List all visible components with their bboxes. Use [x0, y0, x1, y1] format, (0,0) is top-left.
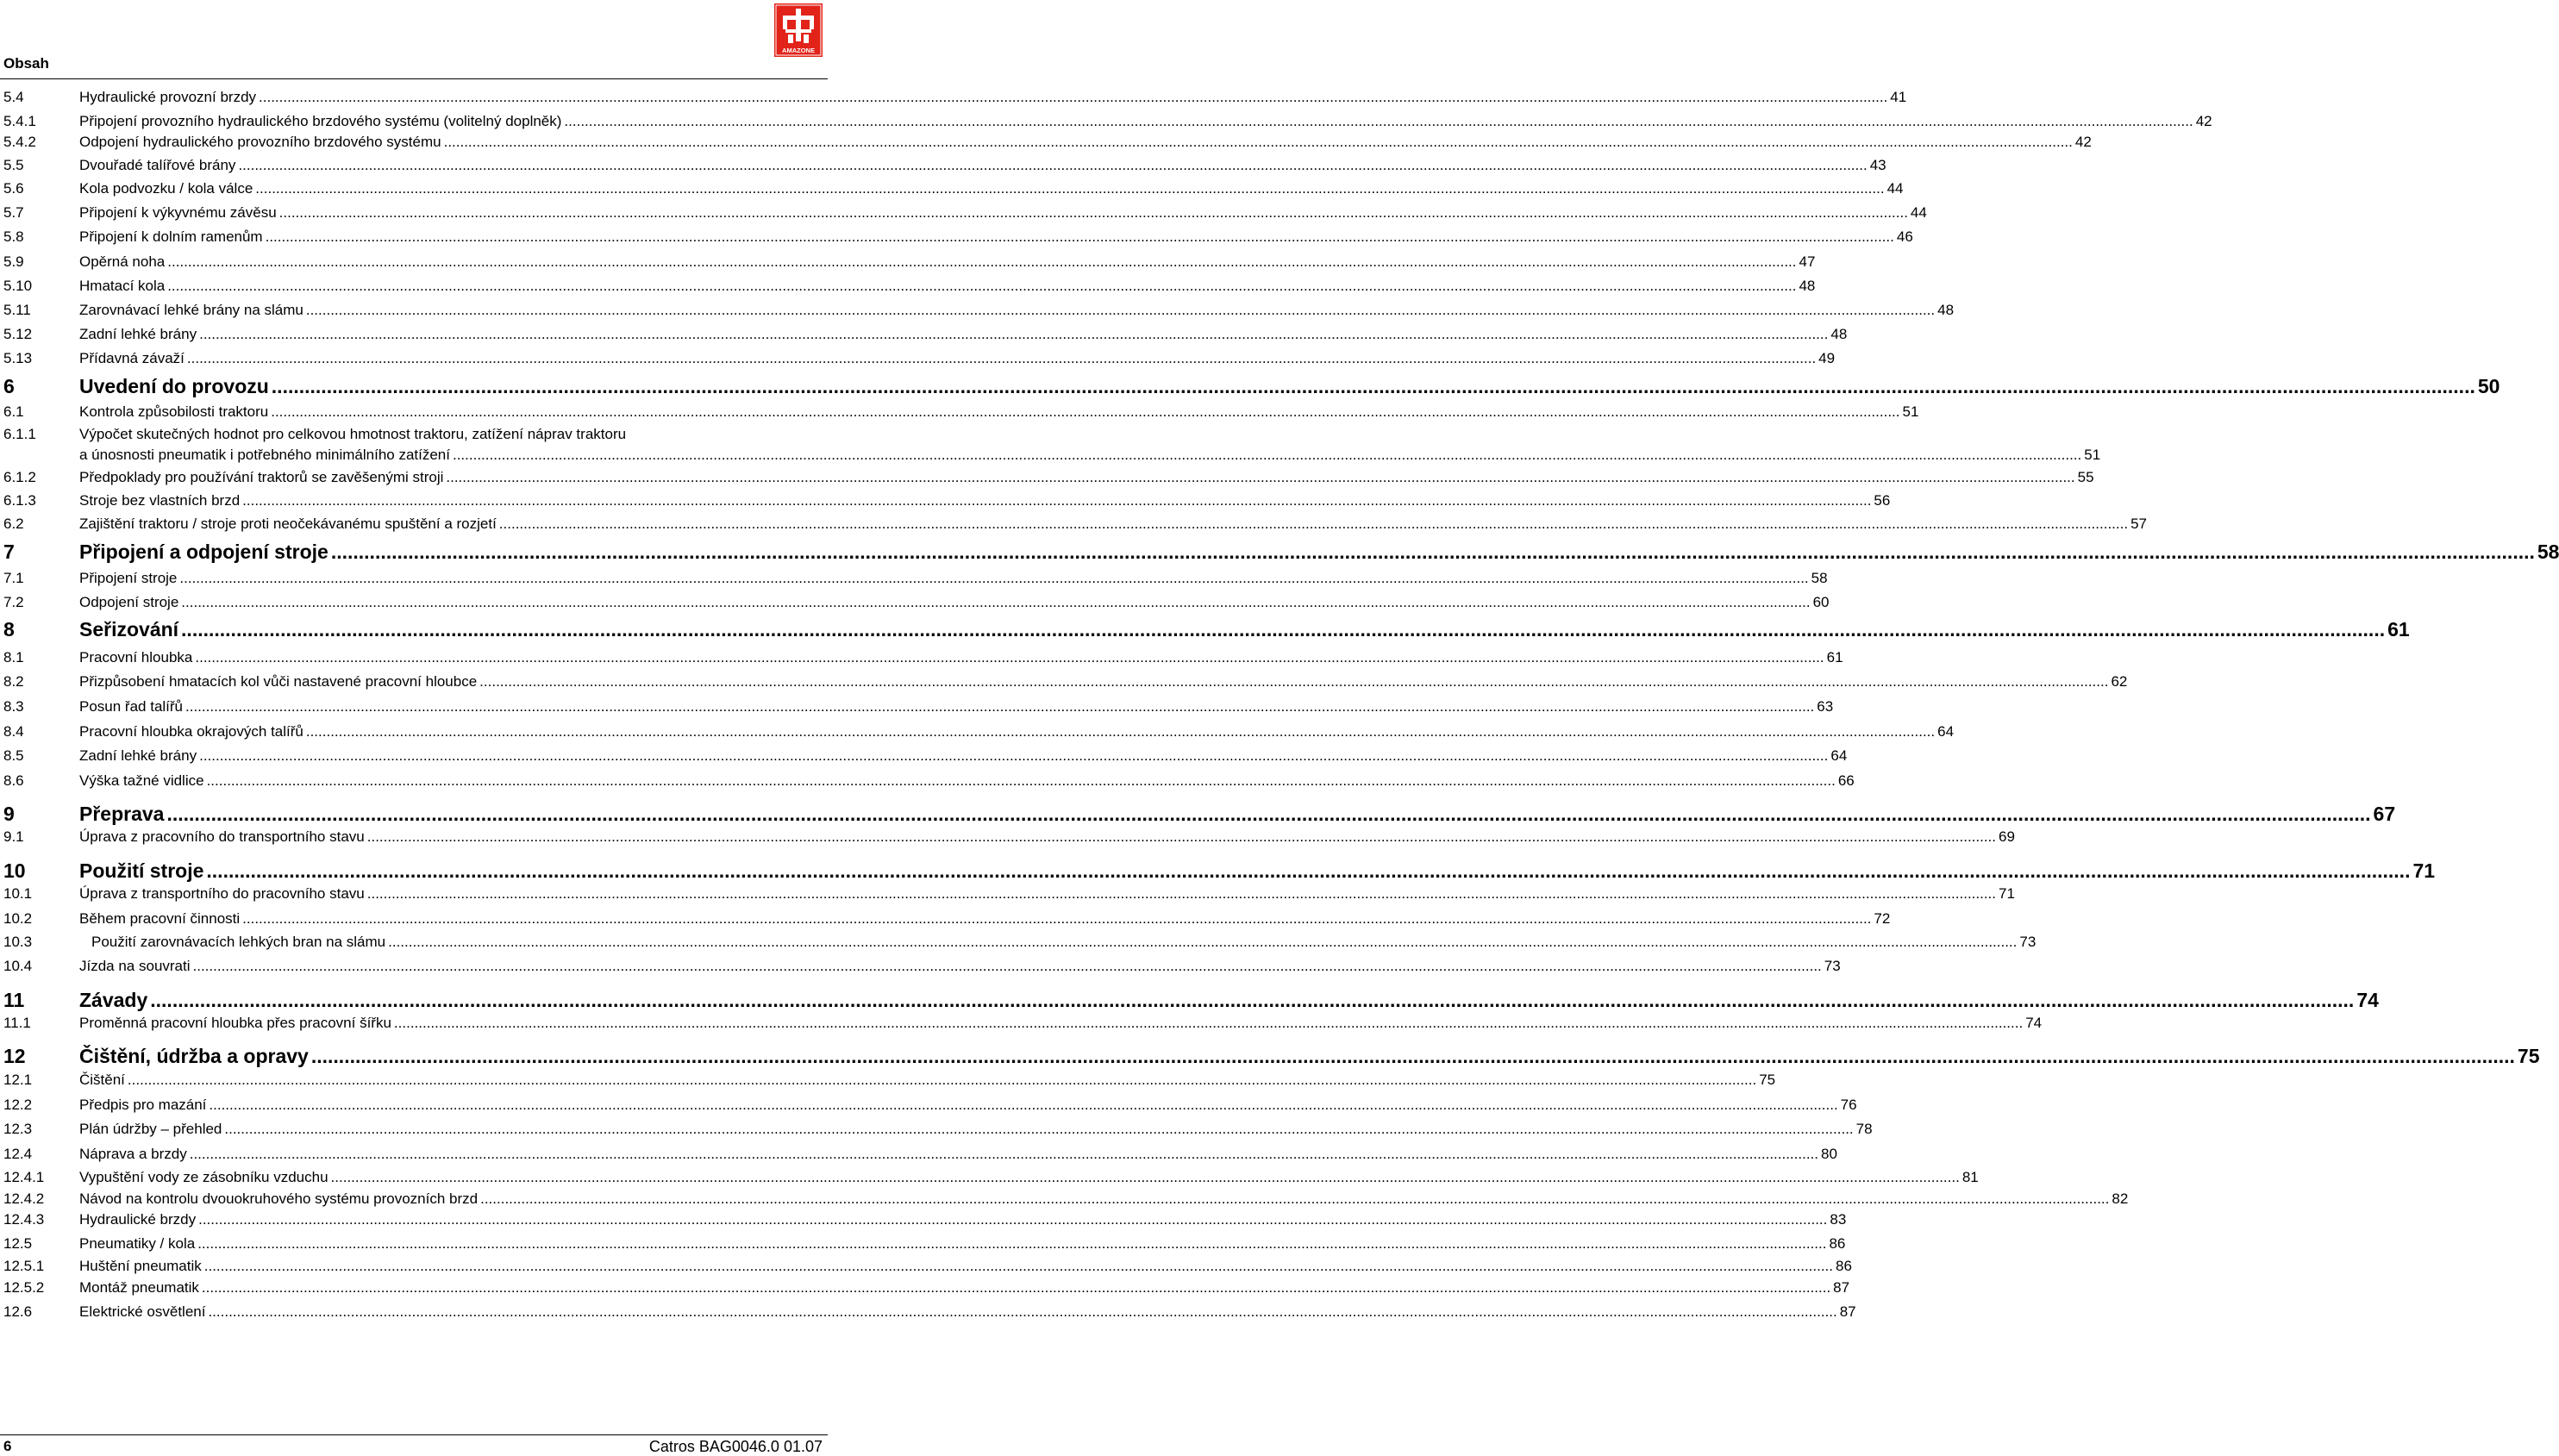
toc-leader-dots: ................................................................................................................................................................................................................................................................................................................................................................................................................: [255, 180, 1885, 197]
toc-entry-title: Předpoklady pro používání traktorů se zavěšenými stroji: [79, 469, 444, 485]
toc-entry-title: Stroje bez vlastních brzd: [79, 492, 241, 509]
toc-entry-title: Hydraulické provozní brzdy: [79, 89, 257, 105]
toc-entry-number: 7.2: [3, 594, 24, 610]
toc-entry-line: [79, 1097, 1857, 1114]
toc-page-number: 83: [1830, 1211, 1847, 1228]
toc-leader-dots: ................................................................................................................................................................................................................................................................................................................................................................................................................: [265, 228, 1894, 245]
toc-entry-number: 12.3: [3, 1121, 33, 1137]
toc-entry-title: Předpis pro mazání: [79, 1097, 207, 1113]
toc-entry-line: [79, 1146, 1837, 1163]
toc-page-number: 43: [1869, 157, 1886, 173]
toc-entry-number: 10.3: [3, 934, 33, 950]
toc-entry-line: [79, 958, 1841, 975]
toc-entry-line: [79, 910, 1891, 928]
toc-page-number: 51: [1902, 403, 1919, 420]
footer-divider: [0, 1434, 828, 1435]
toc-entry-number: 10.2: [3, 910, 33, 927]
toc-page-number: 66: [1837, 772, 1855, 789]
toc-entry-number: 5.12: [3, 326, 33, 342]
toc-entry-title: Připojení provozního hydraulického brzdového systému (volitelný doplněk): [79, 113, 562, 129]
toc-page-number: 71: [2412, 859, 2436, 882]
toc-entry-number: 7: [3, 541, 15, 563]
toc-entry-line: [79, 113, 2212, 130]
toc-entry-line: [79, 134, 2092, 151]
toc-entry-title: Montáž pneumatik: [79, 1279, 199, 1296]
toc-entry-title: Návod na kontrolu dvouokruhového systému provozních brzd: [79, 1190, 479, 1207]
toc-entry-line: [79, 1258, 1852, 1275]
toc-leader-dots: ................................................................................................................................................................................................................................................................................................................................................................................................................: [330, 541, 2535, 563]
toc-leader-dots: ................................................................................................................................................................................................................................................................................................................................................................................................................: [242, 910, 1872, 927]
toc-entry-line: [79, 492, 1891, 509]
toc-entry-number: 12.2: [3, 1097, 33, 1113]
toc-entry-number: 6.1: [3, 403, 24, 420]
toc-entry-line: [79, 375, 2500, 398]
toc-leader-dots: ................................................................................................................................................................................................................................................................................................................................................................................................................: [166, 803, 2371, 825]
toc-entry-number: 8.6: [3, 772, 24, 789]
toc-entry-title: Výpočet skutečných hodnot pro celkovou hmotnost traktoru, zatížení náprav traktoru: [79, 426, 627, 442]
toc-page-number: 55: [2077, 469, 2094, 485]
toc-entry-number: 8: [3, 618, 15, 641]
toc-entry-number: 8.5: [3, 747, 24, 764]
toc-entry-title: Úprava z transportního do pracovního stavu: [79, 885, 365, 902]
toc-entry-number: 12.4: [3, 1146, 33, 1162]
toc-entry-line: [79, 204, 1927, 222]
toc-entry-line: [79, 989, 2379, 1012]
toc-entry-number: 10: [3, 859, 26, 882]
toc-entry-title: Pneumatiky / kola: [79, 1235, 196, 1252]
toc-page-number: 56: [1874, 492, 1891, 509]
toc-entry-number: 6.1.2: [3, 469, 36, 485]
toc-entry-number: 8.4: [3, 723, 24, 740]
toc-entry-title: Vypuštění vody ze zásobníku vzduchu: [79, 1169, 328, 1185]
toc-leader-dots: ................................................................................................................................................................................................................................................................................................................................................................................................................: [181, 594, 1811, 610]
toc-entry-line: [79, 859, 2436, 883]
toc-leader-dots: ................................................................................................................................................................................................................................................................................................................................................................................................................: [127, 1072, 1757, 1088]
toc-entry-line: [79, 570, 1828, 587]
toc-entry-line: [79, 1169, 1979, 1186]
toc-entry-number: 6.1.3: [3, 492, 36, 509]
toc-entry-number: 5.10: [3, 278, 33, 294]
toc-entry-title: Odpojení stroje: [79, 594, 179, 610]
toc-page-number: 48: [1830, 326, 1848, 342]
toc-entry-line: [79, 447, 2101, 464]
toc-entry-number: 5.9: [3, 253, 24, 270]
toc-page-number: 60: [1812, 594, 1830, 610]
toc-entry-title: Náprava a brzdy: [79, 1146, 187, 1162]
footer-page-number: 6: [3, 1438, 12, 1454]
toc-leader-dots: ................................................................................................................................................................................................................................................................................................................................................................................................................: [195, 649, 1824, 666]
toc-entry-title: Přídavná závaží: [79, 350, 185, 366]
toc-leader-dots: ................................................................................................................................................................................................................................................................................................................................................................................................................: [179, 570, 1809, 586]
toc-leader-dots: ................................................................................................................................................................................................................................................................................................................................................................................................................: [199, 326, 1829, 342]
toc-entry-line: [79, 278, 1816, 295]
toc-page-number: 67: [2373, 803, 2396, 825]
toc-entry-line: [79, 302, 1955, 319]
toc-entry-line: [79, 541, 2559, 564]
toc-entry-number: 7.1: [3, 570, 24, 586]
toc-leader-dots: ................................................................................................................................................................................................................................................................................................................................................................................................................: [198, 1211, 1828, 1228]
toc-entry-number: 12.5: [3, 1235, 33, 1252]
toc-entry-title: Závady: [79, 989, 148, 1011]
toc-entry-line: [79, 157, 1886, 174]
toc-entry-number: 5.4: [3, 89, 24, 105]
toc-page-number: 47: [1799, 253, 1816, 270]
toc-page-number: 74: [2025, 1015, 2043, 1031]
toc-entry-title: Přeprava: [79, 803, 165, 825]
toc-entry-number: 5.11: [3, 302, 31, 318]
toc-entry-line: [79, 1279, 1850, 1297]
toc-entry-title: Přizpůsobení hmatacích kol vůči nastavené pracovní hloubce: [79, 673, 478, 690]
toc-entry-line: [79, 1211, 1847, 1228]
toc-entry-line: [79, 253, 1816, 271]
toc-page-number: 62: [2111, 673, 2128, 690]
toc-entry-title: Zadní lehké brány: [79, 326, 197, 342]
toc-leader-dots: ................................................................................................................................................................................................................................................................................................................................................................................................................: [209, 1097, 1838, 1113]
toc-leader-dots: ................................................................................................................................................................................................................................................................................................................................................................................................................: [271, 375, 2475, 397]
toc-page-number: 58: [2537, 541, 2559, 563]
toc-entry-title: Připojení k výkyvnému závěsu: [79, 204, 277, 221]
toc-entry-line: [79, 618, 2410, 641]
toc-page-number: 58: [1811, 570, 1828, 586]
toc-entry-title: Proměnná pracovní hloubka přes pracovní šířku: [79, 1015, 391, 1031]
toc-page-number: 51: [2084, 447, 2101, 463]
toc-entry-number: 5.7: [3, 204, 24, 221]
toc-entry-title: Zadní lehké brány: [79, 747, 197, 764]
toc-entry-title: Kola podvozku / kola válce: [79, 180, 253, 197]
toc-leader-dots: ................................................................................................................................................................................................................................................................................................................................................................................................................: [150, 989, 2355, 1011]
toc-entry-title: Opěrná noha: [79, 253, 166, 270]
toc-entry-line: [79, 326, 1848, 343]
toc-entry-line: [79, 350, 1836, 367]
toc-entry-line: [79, 426, 824, 443]
toc-page-number: 49: [1818, 350, 1836, 366]
toc-entry-title: Připojení a odpojení stroje: [79, 541, 328, 563]
toc-entry-title: Pracovní hloubka: [79, 649, 193, 666]
toc-entry-number: 5.4.1: [3, 113, 36, 129]
toc-entry-line: [79, 228, 1913, 246]
toc-entry-line: [79, 885, 2015, 903]
toc-entry-number: 9.1: [3, 828, 24, 845]
toc-entry-title: Zajištění traktoru / stroje proti neočekávanému spuštění a rozjetí: [79, 516, 497, 532]
toc-entry-title: Pracovní hloubka okrajových talířů: [79, 723, 303, 740]
toc-page-number: 63: [1817, 698, 1834, 715]
toc-page-number: 76: [1840, 1097, 1857, 1113]
toc-entry-title: Hmatací kola: [79, 278, 166, 294]
toc-page-number: 61: [1826, 649, 1843, 666]
toc-page-number: 87: [1839, 1303, 1856, 1320]
toc-leader-dots: ................................................................................................................................................................................................................................................................................................................................................................................................................: [393, 1015, 2024, 1031]
toc-entry-title: Hydraulické brzdy: [79, 1211, 197, 1228]
toc-leader-dots: ................................................................................................................................................................................................................................................................................................................................................................................................................: [446, 469, 2075, 485]
toc-entry-line: [79, 1121, 1873, 1138]
toc-entry-title: Odpojení hydraulického provozního brzdového systému: [79, 134, 441, 150]
toc-entry-title: Čištění: [79, 1072, 125, 1088]
toc-entry-number: 12.1: [3, 1072, 33, 1088]
toc-leader-dots: ................................................................................................................................................................................................................................................................................................................................................................................................................: [242, 492, 1872, 509]
toc-page-number: 42: [2074, 134, 2092, 150]
toc-leader-dots: ................................................................................................................................................................................................................................................................................................................................................................................................................: [199, 747, 1829, 764]
toc-entry-title: Připojení stroje: [79, 570, 178, 586]
toc-entry-number: 5.8: [3, 228, 24, 245]
toc-entry-title: Huštění pneumatik: [79, 1258, 202, 1274]
page-title: Obsah: [3, 55, 49, 72]
toc-page-number: 74: [2356, 989, 2379, 1011]
toc-leader-dots: ................................................................................................................................................................................................................................................................................................................................................................................................................: [206, 772, 1836, 789]
toc-page-number: 78: [1855, 1121, 1873, 1137]
toc-entry-line: [79, 180, 1904, 197]
toc-entry-number: 8.1: [3, 649, 24, 666]
toc-entry-line: [79, 698, 1834, 716]
toc-entry-title: Seřizování: [79, 618, 179, 641]
toc-entry-line: [79, 403, 1919, 421]
toc-entry-title: Jízda na souvrati: [79, 958, 191, 974]
toc-leader-dots: ................................................................................................................................................................................................................................................................................................................................................................................................................: [305, 723, 1936, 740]
toc-entry-title: Výška tažné vidlice: [79, 772, 204, 789]
toc-leader-dots: ................................................................................................................................................................................................................................................................................................................................................................................................................: [498, 516, 2129, 532]
toc-leader-dots: ................................................................................................................................................................................................................................................................................................................................................................................................................: [167, 278, 1797, 294]
toc-leader-dots: ................................................................................................................................................................................................................................................................................................................................................................................................................: [201, 1279, 1831, 1296]
toc-page-number: 69: [1999, 828, 2015, 845]
toc-leader-dots: ................................................................................................................................................................................................................................................................................................................................................................................................................: [206, 859, 2411, 882]
toc-entry-title: Dvouřadé talířové brány: [79, 157, 236, 173]
toc-entry-number: 12.4.2: [3, 1190, 45, 1207]
toc-leader-dots: ................................................................................................................................................................................................................................................................................................................................................................................................................: [208, 1303, 1837, 1320]
toc-entry-title: Zarovnávací lehké brány na slámu: [79, 302, 303, 318]
toc-entry-number: 12.6: [3, 1303, 33, 1320]
toc-page-number: 44: [1910, 204, 1927, 221]
toc-entry-title: Čištění, údržba a opravy: [79, 1045, 309, 1067]
toc-entry-number: 5.4.2: [3, 134, 36, 150]
svg-text:AMAZONE: AMAZONE: [782, 47, 815, 54]
toc-entry-number: 12.5.1: [3, 1258, 45, 1274]
toc-entry-number: 12.5.2: [3, 1279, 45, 1296]
toc-entry-number: 12.4.1: [3, 1169, 45, 1185]
toc-entry-number: 8.3: [3, 698, 24, 715]
toc-entry-line: [79, 828, 2015, 846]
toc-entry-number: 6: [3, 375, 15, 397]
toc-entry-number: 9: [3, 803, 15, 825]
toc-leader-dots: ................................................................................................................................................................................................................................................................................................................................................................................................................: [192, 958, 1822, 974]
toc-leader-dots: ................................................................................................................................................................................................................................................................................................................................................................................................................: [271, 403, 1900, 420]
toc-leader-dots: ................................................................................................................................................................................................................................................................................................................................................................................................................: [330, 1169, 1960, 1185]
toc-entry-title: Během pracovní činnosti: [79, 910, 241, 927]
toc-page-number: 64: [1830, 747, 1848, 764]
toc-page-number: 73: [2019, 934, 2037, 950]
toc-leader-dots: ................................................................................................................................................................................................................................................................................................................................................................................................................: [189, 1146, 1818, 1162]
toc-page-number: 44: [1886, 180, 1904, 197]
toc-entry-title: Úprava z pracovního do transportního stavu: [79, 828, 365, 845]
toc-page-number: 75: [1759, 1072, 1776, 1088]
toc-page-number: 75: [2517, 1045, 2540, 1067]
toc-leader-dots: ................................................................................................................................................................................................................................................................................................................................................................................................................: [259, 89, 1888, 105]
toc-entry-number: 10.4: [3, 958, 33, 974]
toc-leader-dots: ................................................................................................................................................................................................................................................................................................................................................................................................................: [203, 1258, 1834, 1274]
toc-page-number: 48: [1799, 278, 1816, 294]
toc-entry-number: 5.13: [3, 350, 33, 366]
toc-entry-title: Uvedení do provozu: [79, 375, 269, 397]
toc-entry-number: 5.6: [3, 180, 24, 197]
toc-entry-line: [79, 594, 1830, 611]
toc-leader-dots: ................................................................................................................................................................................................................................................................................................................................................................................................................: [167, 253, 1797, 270]
toc-leader-dots: ................................................................................................................................................................................................................................................................................................................................................................................................................: [224, 1121, 1854, 1137]
toc-page-number: 87: [1833, 1279, 1850, 1296]
toc-leader-dots: ................................................................................................................................................................................................................................................................................................................................................................................................................: [443, 134, 2073, 150]
toc-entry-line: [79, 1045, 2540, 1068]
toc-entry-line: [79, 1015, 2043, 1032]
toc-entry-line: [79, 723, 1955, 740]
toc-leader-dots: ................................................................................................................................................................................................................................................................................................................................................................................................................: [181, 618, 2386, 641]
toc-entry-number: 12.4.3: [3, 1211, 45, 1228]
toc-page-number: 86: [1829, 1235, 1846, 1252]
toc-page-number: 72: [1874, 910, 1891, 927]
toc-page-number: 41: [1890, 89, 1907, 105]
toc-entry-number: 10.1: [3, 885, 33, 902]
toc-page-number: 57: [2130, 516, 2147, 532]
toc-entry-title: Připojení k dolním ramenům: [79, 228, 263, 245]
toc-leader-dots: ................................................................................................................................................................................................................................................................................................................................................................................................................: [305, 302, 1936, 318]
toc-entry-line: [79, 516, 2147, 533]
toc-entry-number: 5.5: [3, 157, 24, 173]
toc-entry-line: [79, 772, 1855, 790]
toc-entry-line: [79, 747, 1848, 765]
toc-entry-line: [79, 1235, 1846, 1253]
toc-leader-dots: ................................................................................................................................................................................................................................................................................................................................................................................................................: [310, 1045, 2515, 1067]
toc-entry-line: [79, 1303, 1856, 1321]
footer-doc-reference: Catros BAG0046.0 01.07: [648, 1438, 823, 1455]
toc-leader-dots: ................................................................................................................................................................................................................................................................................................................................................................................................................: [197, 1235, 1827, 1252]
toc-leader-dots: ................................................................................................................................................................................................................................................................................................................................................................................................................: [366, 828, 1997, 845]
toc-leader-dots: ................................................................................................................................................................................................................................................................................................................................................................................................................: [238, 157, 1868, 173]
toc-entry-title: Použití zarovnávacích lehkých bran na slámu: [91, 934, 386, 950]
toc-entry-number: 12: [3, 1045, 26, 1067]
toc-leader-dots: ................................................................................................................................................................................................................................................................................................................................................................................................................: [564, 113, 2193, 129]
toc-leader-dots: ................................................................................................................................................................................................................................................................................................................................................................................................................: [185, 698, 1815, 715]
toc-page-number: 42: [2195, 113, 2212, 129]
toc-entry-number: 11.1: [3, 1015, 31, 1031]
toc-page-number: 46: [1896, 228, 1913, 245]
toc-page-number: 61: [2387, 618, 2410, 641]
toc-leader-dots: ................................................................................................................................................................................................................................................................................................................................................................................................................: [480, 1190, 2110, 1207]
toc-leader-dots: ................................................................................................................................................................................................................................................................................................................................................................................................................: [479, 673, 2109, 690]
toc-page-number: 64: [1937, 723, 1955, 740]
toc-entry-title: Plán údržby – přehled: [79, 1121, 222, 1137]
toc-page-number: 48: [1937, 302, 1955, 318]
toc-page-number: 86: [1836, 1258, 1852, 1274]
toc-entry-line: [79, 469, 2094, 486]
toc-leader-dots: ................................................................................................................................................................................................................................................................................................................................................................................................................: [186, 350, 1817, 366]
toc-entry-line: [79, 803, 2396, 826]
toc-leader-dots: ................................................................................................................................................................................................................................................................................................................................................................................................................: [366, 885, 1997, 902]
toc-entry-title: Použití stroje: [79, 859, 204, 882]
toc-entry-line: [79, 649, 1843, 666]
toc-entry-line: [79, 1190, 2129, 1208]
toc-page-number: 71: [1999, 885, 2015, 902]
toc-entry-number: 6.1.1: [3, 426, 36, 442]
toc-entry-line: [91, 934, 2037, 951]
toc-entry-title: a únosnosti pneumatik i potřebného minimálního zatížení: [79, 447, 450, 463]
toc-entry-title: Elektrické osvětlení: [79, 1303, 206, 1320]
toc-entry-line: [79, 673, 2128, 691]
toc-leader-dots: ................................................................................................................................................................................................................................................................................................................................................................................................................: [388, 934, 2018, 950]
toc-entry-line: [79, 1072, 1776, 1089]
toc-entry-title: Kontrola způsobilosti traktoru: [79, 403, 269, 420]
toc-page-number: 50: [2477, 375, 2500, 397]
toc-entry-number: 6.2: [3, 516, 24, 532]
toc-page-number: 81: [1961, 1169, 1979, 1185]
toc-entry-title: Posun řad talířů: [79, 698, 184, 715]
toc-leader-dots: ................................................................................................................................................................................................................................................................................................................................................................................................................: [452, 447, 2082, 463]
toc-page-number: 82: [2112, 1190, 2129, 1207]
toc-leader-dots: ................................................................................................................................................................................................................................................................................................................................................................................................................: [278, 204, 1908, 221]
toc-entry-number: 11: [3, 989, 25, 1011]
toc-page-number: 80: [1821, 1146, 1837, 1162]
toc-entry-line: [79, 89, 1907, 106]
toc-page-number: 73: [1824, 958, 1841, 974]
toc-entry-number: 8.2: [3, 673, 24, 690]
